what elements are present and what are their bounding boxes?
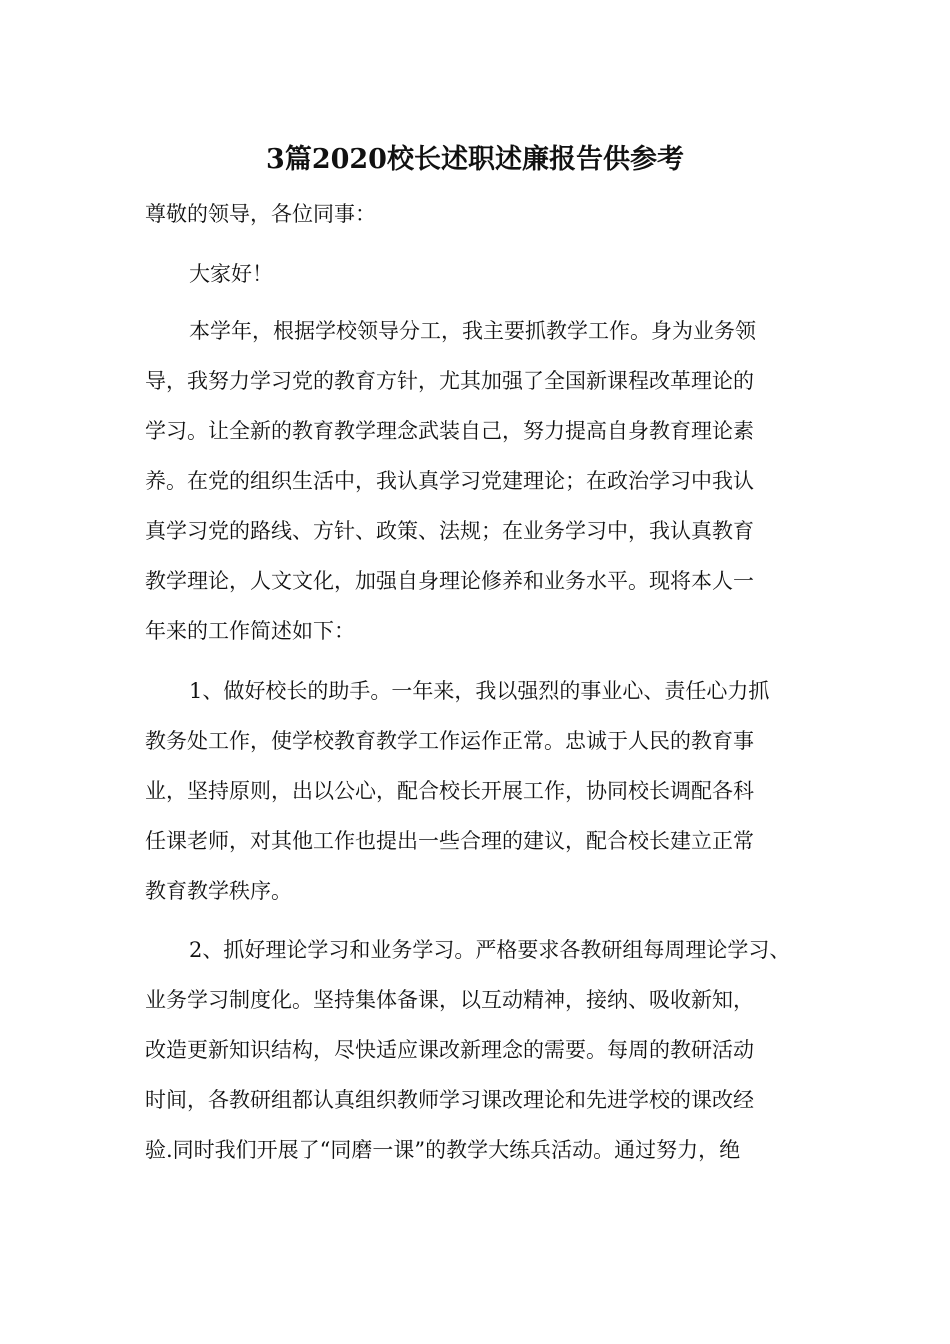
document-title: 3篇2020校长述职述廉报告供参考 xyxy=(266,144,684,175)
paragraph-line: 教育教学秩序。 xyxy=(145,879,292,903)
paragraph-line: 养。在党的组织生活中，我认真学习党建理论；在政治学习中我认 xyxy=(145,469,754,493)
greeting: 大家好！ xyxy=(189,262,273,286)
paragraph-line: 本学年，根据学校领导分工，我主要抓教学工作。身为业务领 xyxy=(189,319,756,343)
salutation: 尊敬的领导，各位同事： xyxy=(145,202,376,226)
paragraph-line: 教学理论，人文文化，加强自身理论修养和业务水平。现将本人一 xyxy=(145,569,754,593)
paragraph-line: 2、抓好理论学习和业务学习。严格要求各教研组每周理论学习、 xyxy=(189,938,791,962)
paragraph-line: 时间，各教研组都认真组织教师学习课改理论和先进学校的课改经 xyxy=(145,1088,754,1112)
paragraph-line: 验.同时我们开展了“同磨一课”的教学大练兵活动。通过努力，绝 xyxy=(145,1138,741,1162)
paragraph-line: 导，我努力学习党的教育方针，尤其加强了全国新课程改革理论的 xyxy=(145,369,754,393)
paragraph-line: 业务学习制度化。坚持集体备课，以互动精神，接纳、吸收新知， xyxy=(145,988,754,1012)
paragraph-line: 改造更新知识结构，尽快适应课改新理念的需要。每周的教研活动 xyxy=(145,1038,754,1062)
paragraph-line: 真学习党的路线、方针、政策、法规；在业务学习中，我认真教育 xyxy=(145,519,754,543)
paragraph-line: 任课老师，对其他工作也提出一些合理的建议，配合校长建立正常 xyxy=(145,829,754,853)
paragraph-line: 年来的工作简述如下： xyxy=(145,619,355,643)
paragraph-line: 学习。让全新的教育教学理念武装自己，努力提高自身教育理论素 xyxy=(145,419,754,443)
paragraph-line: 教务处工作，使学校教育教学工作运作正常。忠诚于人民的教育事 xyxy=(145,729,754,753)
paragraph-line: 1、做好校长的助手。一年来，我以强烈的事业心、责任心力抓 xyxy=(189,679,770,703)
paragraph-line: 业，坚持原则，出以公心，配合校长开展工作，协同校长调配各科 xyxy=(145,779,754,803)
